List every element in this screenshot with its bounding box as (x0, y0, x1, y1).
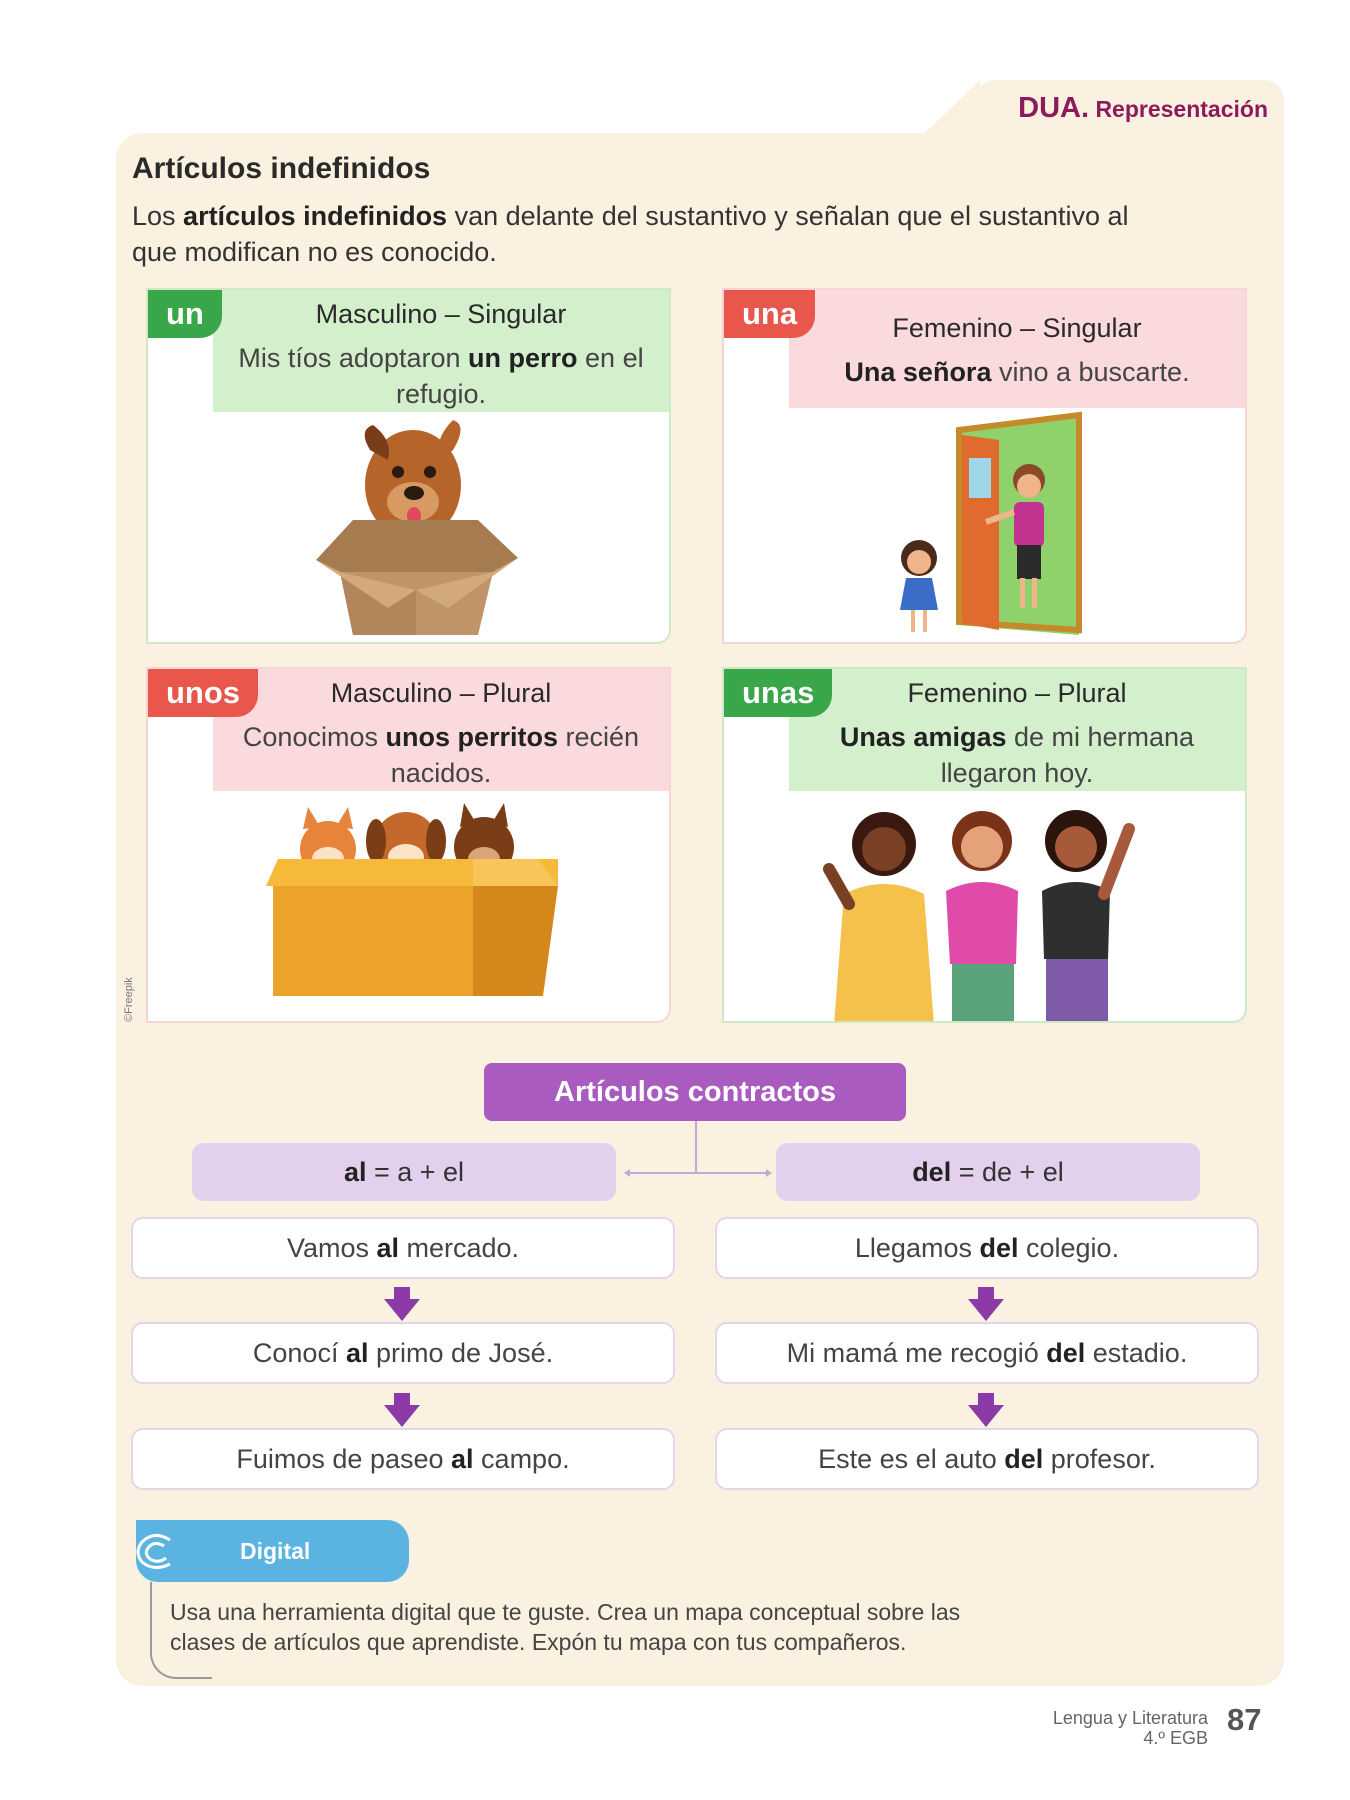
ex-pre: Llegamos (854, 1233, 980, 1263)
ex-pre: Este es el auto (818, 1444, 1005, 1474)
card-un-band (213, 290, 669, 412)
subject-name: Lengua y Literatura (1052, 1708, 1208, 1728)
down-arrow-icon (966, 1393, 1006, 1429)
dua-rest: Representación (1095, 96, 1268, 122)
ex-bold: al (376, 1233, 399, 1263)
ex-pre: Conocimos (242, 722, 386, 752)
ex-pre: Vamos (286, 1233, 377, 1263)
tag-unos: unos (148, 669, 258, 717)
tag-unas: unas (724, 669, 832, 717)
al-example (131, 1428, 675, 1490)
ex-bold: Una señora (844, 357, 992, 387)
section-title: Artículos indefinidos (132, 152, 431, 185)
digital-loop-icon (134, 1532, 180, 1572)
ex-pre: Fuimos de paseo (236, 1444, 452, 1474)
ex-post: colegio. (1018, 1233, 1120, 1263)
ex-bold: del (1046, 1338, 1086, 1368)
intro-bold: artículos indefinidos (183, 201, 448, 231)
ex-pre: Mi mamá me recogió (786, 1338, 1047, 1368)
section-intro (132, 198, 1172, 270)
ex-post: campo. (473, 1444, 570, 1474)
card-type: Masculino – Singular (315, 299, 567, 329)
connector-arrow-right (766, 1169, 772, 1177)
down-arrow-icon (966, 1287, 1006, 1323)
dua-tab-slant (925, 80, 980, 133)
ex-bold: del (1004, 1444, 1044, 1474)
connector-line (626, 1172, 770, 1174)
al-formula (192, 1143, 616, 1201)
card-type: Masculino – Plural (330, 678, 552, 708)
card-unos-band (213, 669, 669, 791)
card-una (722, 288, 1247, 644)
card-example (213, 340, 669, 412)
al-example (131, 1217, 675, 1279)
ex-bold: unos perritos (385, 722, 559, 752)
ex-pre: Conocí (252, 1338, 346, 1368)
card-unos (146, 667, 671, 1023)
del-example (715, 1428, 1259, 1490)
card-type: Femenino – Plural (907, 678, 1127, 708)
card-unas-band (789, 669, 1245, 791)
grade-label: 4.º EGB (1143, 1728, 1208, 1748)
card-example (789, 719, 1245, 791)
ex-post: estadio. (1085, 1338, 1188, 1368)
tag-una: una (724, 290, 815, 338)
del-example (715, 1217, 1259, 1279)
del-bold: del (912, 1157, 952, 1187)
del-formula (776, 1143, 1200, 1201)
down-arrow-icon (382, 1393, 422, 1429)
ex-bold: del (979, 1233, 1019, 1263)
intro-pre: Los (132, 201, 184, 231)
card-example (213, 719, 669, 791)
image-credit: ©Freepik (123, 977, 135, 1022)
ex-pre: Mis tíos adoptaron (238, 343, 469, 373)
ex-bold: un perro (468, 343, 578, 373)
contractos-title: Artículos contractos (484, 1063, 906, 1121)
card-type: Femenino – Singular (892, 313, 1142, 343)
digital-text: Usa una herramienta digital que te guste. Crea un mapa conceptual sobre las clases de artículos que aprendiste. Expón tu mapa con tus compañeros. (170, 1599, 961, 1655)
ex-post: profesor. (1043, 1444, 1156, 1474)
connector-line (695, 1121, 697, 1173)
dua-label (1018, 92, 1268, 125)
ex-post: vino a buscarte. (991, 357, 1190, 387)
ex-post: de mi hermana llegaron hoy. (940, 722, 1195, 788)
tag-un: un (148, 290, 222, 338)
al-rest: = a + el (366, 1157, 465, 1187)
al-bold: al (343, 1157, 367, 1187)
page-number: 87 (1227, 1702, 1262, 1737)
ex-post: primo de José. (368, 1338, 554, 1368)
footer-subject (1053, 1708, 1208, 1748)
del-rest: = de + el (951, 1157, 1064, 1187)
card-example (789, 354, 1245, 390)
card-un (146, 288, 671, 644)
ex-bold: al (451, 1444, 474, 1474)
connector-arrow-left (624, 1169, 630, 1177)
ex-bold: Unas amigas (839, 722, 1007, 752)
al-example (131, 1322, 675, 1384)
digital-tab: Digital (136, 1520, 409, 1582)
card-unas (722, 667, 1247, 1023)
ex-post: mercado. (399, 1233, 520, 1263)
intro-post: van delante del sustantivo y señalan que el sustantivo al que modifican no es conocido. (132, 201, 1129, 267)
dua-bold: DUA. (1018, 92, 1090, 124)
ex-post: en el refugio. (395, 343, 644, 409)
down-arrow-icon (382, 1287, 422, 1323)
card-una-band (789, 290, 1245, 408)
ex-bold: al (345, 1338, 369, 1368)
del-example (715, 1322, 1259, 1384)
ex-post: recién nacidos. (390, 722, 640, 788)
